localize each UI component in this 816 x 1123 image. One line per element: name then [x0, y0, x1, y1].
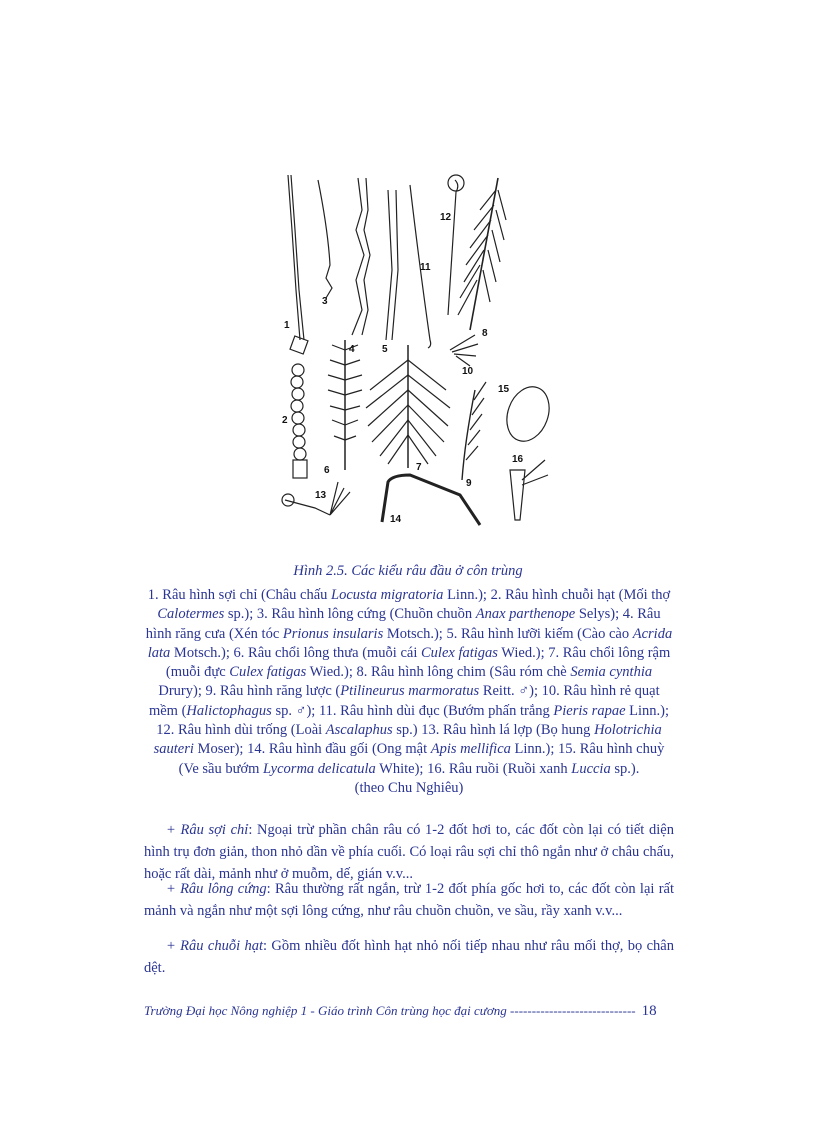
figure-label: 14: [390, 514, 402, 525]
figure-label: 4: [349, 344, 355, 355]
scientific-name: Culex fatigas: [421, 644, 498, 661]
caption-item-text: 2. Râu hình chuỗi hạt (Mối thợ: [490, 587, 671, 603]
caption-item-text: Wied.);: [497, 644, 549, 661]
figure-label: 3: [322, 296, 328, 307]
scientific-name: Locusta migratoria: [331, 587, 444, 603]
caption-item-text: 4. Râu hình răng cưa (Xén tóc: [145, 606, 661, 642]
antenna-12-drawing: [448, 180, 458, 315]
antenna-2-drawing: [291, 364, 307, 478]
figure-label: 1: [284, 320, 290, 331]
caption-item-text: 10. Râu hình rẻ quạt mềm (: [148, 683, 660, 719]
caption-item-text: Moser);: [193, 741, 248, 758]
antenna-1-drawing: [288, 175, 300, 340]
antenna-3-drawing: [318, 180, 332, 298]
antenna-9-drawing: [462, 390, 475, 480]
caption-item-text: Reitt. ♂);: [479, 683, 542, 700]
scientific-name: Semia cynthia: [570, 664, 653, 681]
caption-item-text: sp.): [392, 722, 422, 739]
caption-item-text: 12. Râu hình dùi trống (Loài: [156, 722, 326, 739]
figure-label: 15: [498, 384, 510, 395]
antennae-figure: [270, 170, 552, 530]
scientific-name: Halictophagus: [186, 702, 272, 719]
figure-label: 9: [466, 478, 472, 489]
caption-item-text: 9. Râu hình răng lược (: [205, 683, 341, 700]
caption-item-text: sp.).: [610, 760, 640, 777]
antenna-16-drawing: [510, 460, 548, 520]
caption-item-text: Linn.);: [510, 741, 559, 758]
scientific-name: Prionus insularis: [282, 625, 384, 642]
figure-label: 16: [512, 454, 524, 465]
caption-item-text: 7. Râu chổi lông rậm (muỗi đực: [165, 644, 671, 681]
figure-caption-body: [144, 586, 674, 798]
caption-item-text: 8. Râu hình lông chim (Sâu róm chè: [356, 664, 571, 681]
figure-label: 13: [315, 490, 327, 501]
scientific-name: Holotrichia sauteri: [153, 722, 662, 758]
figure-label: 7: [416, 462, 422, 473]
figure-label: 11: [420, 262, 431, 273]
antenna-4-drawing: [352, 178, 364, 335]
paragraph-lead: + Râu lông cứng: [166, 881, 267, 897]
figure-source: (theo Chu Nghiêu): [354, 779, 464, 796]
caption-item-text: 11. Râu hình dùi đục (Bướm phấn trắng: [318, 702, 554, 719]
antenna-5-drawing: [386, 190, 398, 340]
paragraph-setaceous: [144, 878, 674, 922]
scientific-name: Calotermes: [157, 606, 225, 623]
caption-item-text: Drury);: [158, 683, 206, 700]
scientific-name: Lycorma delicatula: [263, 760, 376, 777]
figure-label: 8: [482, 328, 488, 339]
caption-item-text: 5. Râu hình lưỡi kiếm (Cào cào: [446, 625, 633, 642]
caption-item-text: 13. Râu hình lá lợp (Bọ hung: [421, 722, 595, 739]
paragraph-text: : Râu thường rất ngắn, trừ 1-2 đốt phía gốc hơi to, các đốt còn lại rất mảnh và ngắn như một sợi lông cứng, như râu chuồn chuồn, ve sầu, rầy xanh v.v...: [144, 881, 674, 919]
caption-item-text: Motsch.);: [383, 625, 447, 642]
caption-item-text: 3. Râu hình lông cứng (Chuồn chuồn: [256, 606, 476, 623]
scientific-name: Ascalaphus: [325, 722, 393, 739]
caption-item-text: 1. Râu hình sợi chỉ (Châu chấu: [147, 587, 332, 603]
figure-label: 2: [282, 415, 288, 426]
paragraph-moniliform: [144, 935, 674, 979]
figure-label: 5: [382, 344, 388, 355]
caption-item-text: 16. Râu ruồi (Ruồi xanh: [427, 760, 572, 777]
paragraph-filiform: [144, 819, 674, 885]
footer-text: Trường Đại học Nông nghiệp 1 - Giáo trình Côn trùng học đại cương -----------------------------: [144, 1003, 636, 1018]
caption-item-text: 15. Râu hình chuỳ (Ve sầu bướm: [178, 741, 665, 777]
caption-item-text: 14. Râu hình đầu gối (Ong mật: [247, 741, 431, 758]
caption-item-text: 6. Râu chổi lông thưa (muỗi cái: [233, 644, 421, 661]
figure-label: 12: [440, 212, 452, 223]
caption-item-text: Linn.);: [625, 702, 670, 719]
antenna-10-drawing: [450, 335, 478, 366]
scientific-name: Culex fatigas: [229, 664, 307, 681]
caption-item-text: sp. ♂);: [271, 702, 319, 719]
caption-item-text: Linn.);: [443, 587, 491, 603]
caption-item-text: White);: [375, 760, 428, 777]
paragraph-lead: + Râu sợi chỉ: [166, 822, 249, 838]
figure-label: 6: [324, 465, 330, 476]
paragraph-text: : Gồm nhiều đốt hình hạt nhỏ nối tiếp nhau như râu mối thợ, bọ chân dệt.: [144, 938, 674, 976]
scientific-name: Apis mellifica: [430, 741, 511, 758]
caption-item-text: Motsch.);: [170, 644, 234, 661]
paragraph-lead: + Râu chuỗi hạt: [166, 938, 264, 954]
page-footer: [144, 1003, 657, 1020]
scientific-name: Anax parthenope: [475, 606, 576, 623]
scientific-name: Ptilineurus marmoratus: [340, 683, 480, 700]
paragraph-text: : Ngoại trừ phần chân râu có 1-2 đốt hơi to, các đốt còn lại có tiết diện hình trụ đơn giản, thon nhỏ dần về phía cuối. Có loại râu sợi chỉ thô ngắn như ở châu chấu, hoặc rất dài, mảnh như ở muỗm, dế, gián v.v...: [144, 822, 674, 882]
scientific-name: Luccia: [571, 760, 611, 777]
figure-caption-title: Hình 2.5. Các kiểu râu đầu ở côn trùng: [293, 563, 523, 579]
scientific-name: Pieris rapae: [553, 702, 626, 719]
scientific-name: Acrida lata: [147, 625, 673, 661]
figure-label: 10: [462, 366, 474, 377]
caption-item-text: sp.);: [224, 606, 257, 623]
caption-item-text: Selys);: [575, 606, 623, 623]
caption-item-text: Wied.);: [306, 664, 357, 681]
page-number: 18: [641, 1003, 657, 1019]
